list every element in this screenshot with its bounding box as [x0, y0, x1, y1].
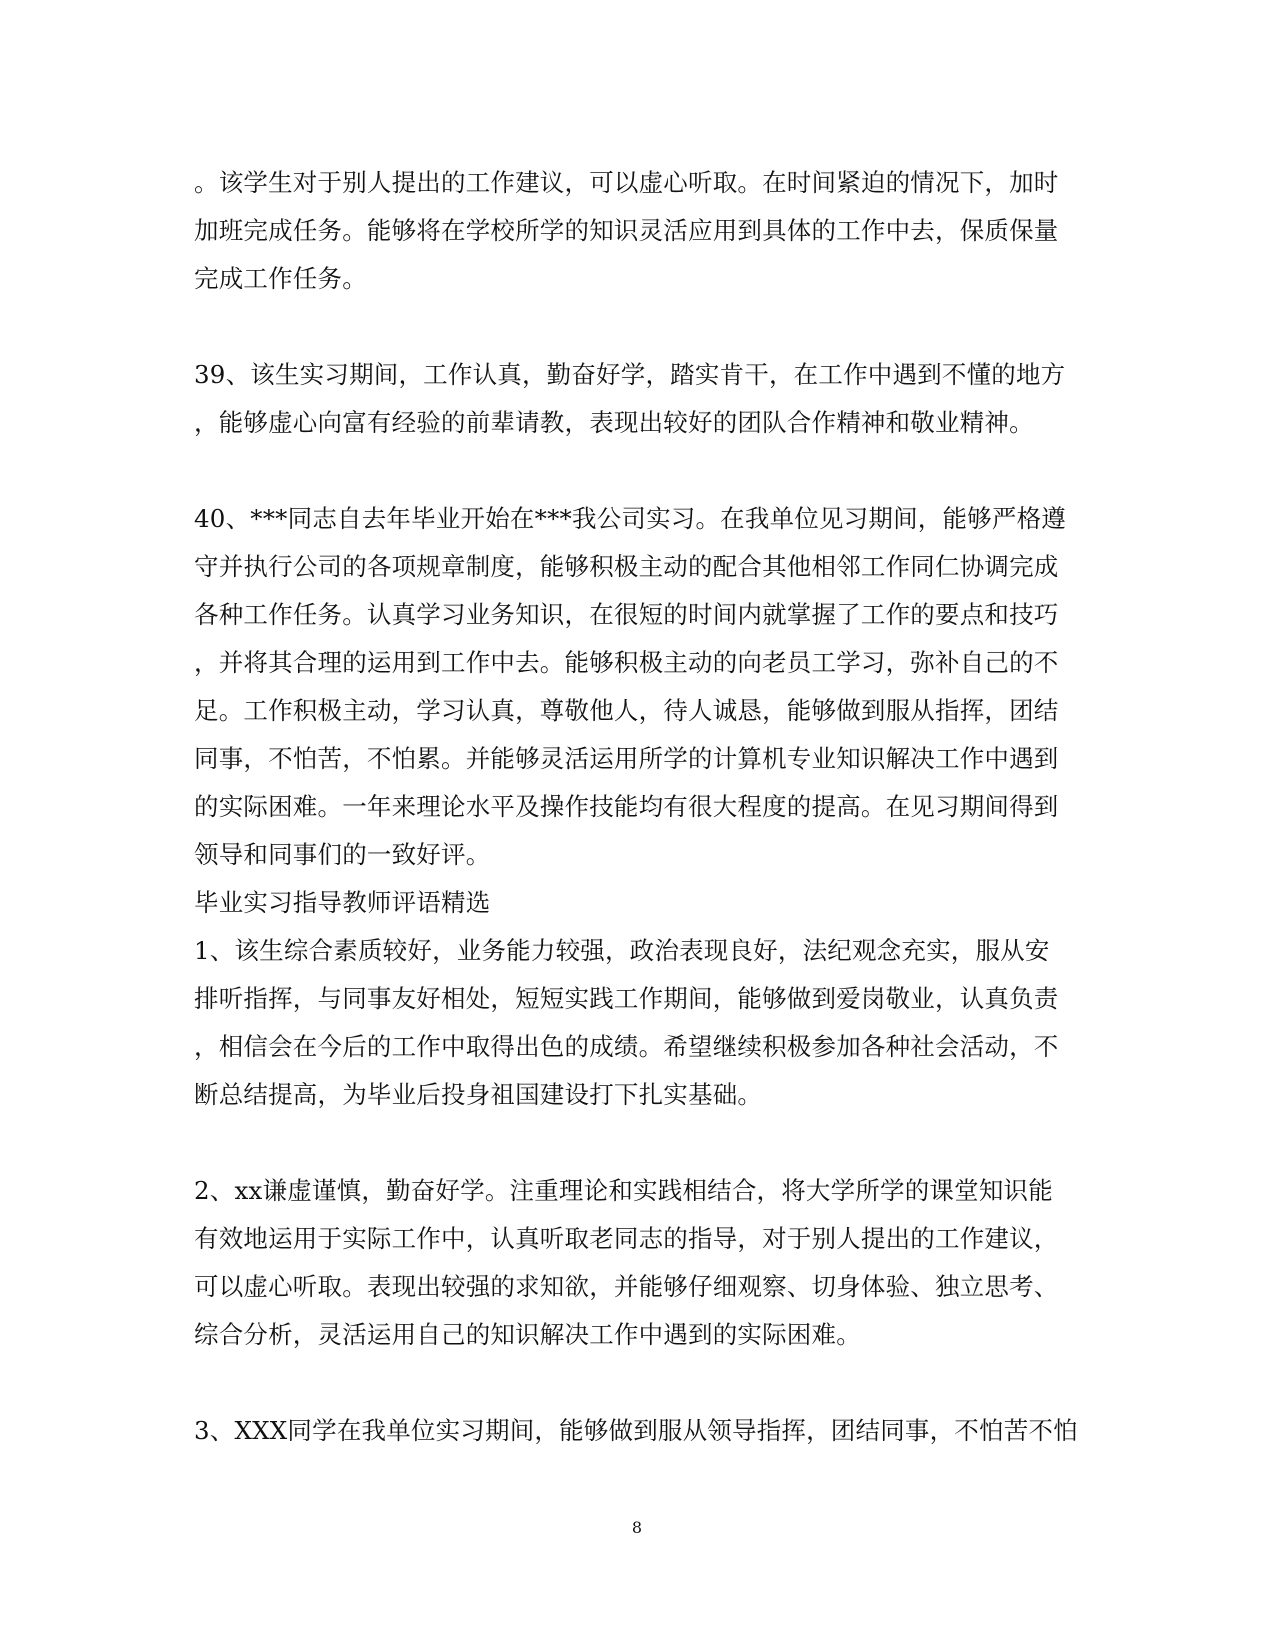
text-line: 加班完成任务。能够将在学校所学的知识灵活应用到具体的工作中去，保质保量 [194, 216, 1059, 245]
paragraph-gap [194, 303, 1074, 351]
text-line: 排听指挥，与同事友好相处，短短实践工作期间，能够做到爱岗敬业，认真负责 [194, 984, 1059, 1013]
text-line: ，并将其合理的运用到工作中去。能够积极主动的向老员工学习，弥补自己的不 [194, 648, 1059, 677]
page-number: 8 [631, 1518, 643, 1537]
text-line: 有效地运用于实际工作中，认真听取老同志的指导，对于别人提出的工作建议， [194, 1224, 1059, 1253]
text-line: 足。工作积极主动，学习认真，尊敬他人，待人诚恳，能够做到服从指挥，团结 [194, 696, 1059, 725]
text-line: 守并执行公司的各项规章制度，能够积极主动的配合其他相邻工作同仁协调完成 [194, 552, 1059, 581]
text-line: 1、该生综合素质较好，业务能力较强，政治表现良好，法纪观念充实，服从安 [194, 936, 1050, 965]
text-line: 可以虚心听取。表现出较强的求知欲，并能够仔细观察、切身体验、独立思考、 [194, 1272, 1059, 1301]
document-body [194, 159, 1078, 1455]
text-line: ，相信会在今后的工作中取得出色的成绩。希望继续积极参加各种社会活动，不 [194, 1032, 1059, 1061]
text-line: 各种工作任务。认真学习业务知识，在很短的时间内就掌握了工作的要点和技巧 [194, 600, 1059, 629]
text-line: 领导和同事们的一致好评。 [194, 840, 491, 869]
paragraph-gap [194, 1119, 1074, 1167]
text-line: 断总结提高，为毕业后投身祖国建设打下扎实基础。 [194, 1080, 763, 1109]
text-line: 39、该生实习期间，工作认真，勤奋好学，踏实肯干，在工作中遇到不懂的地方 [194, 360, 1066, 389]
text-line: 2、xx谦虚谨慎，勤奋好学。注重理论和实践相结合，将大学所学的课堂知识能 [194, 1176, 1053, 1205]
section-heading: 毕业实习指导教师评语精选 [194, 888, 491, 917]
text-line: 3、XXX同学在我单位实习期间，能够做到服从领导指挥，团结同事，不怕苦不怕 [194, 1416, 1078, 1445]
text-line: 的实际困难。一年来理论水平及操作技能均有很大程度的提高。在见习期间得到 [194, 792, 1059, 821]
text-line: 同事，不怕苦，不怕累。并能够灵活运用所学的计算机专业知识解决工作中遇到 [194, 744, 1059, 773]
text-line: 40、***同志自去年毕业开始在***我公司实习。在我单位见习期间，能够严格遵 [194, 504, 1066, 533]
text-line: 完成工作任务。 [194, 264, 367, 293]
paragraph-gap [194, 447, 1074, 495]
text-line: ，能够虚心向富有经验的前辈请教，表现出较好的团队合作精神和敬业精神。 [194, 408, 1034, 437]
paragraph-gap [194, 1359, 1074, 1407]
text-line: 。该学生对于别人提出的工作建议，可以虚心听取。在时间紧迫的情况下，加时 [194, 168, 1059, 197]
text-line: 综合分析，灵活运用自己的知识解决工作中遇到的实际困难。 [194, 1320, 861, 1349]
